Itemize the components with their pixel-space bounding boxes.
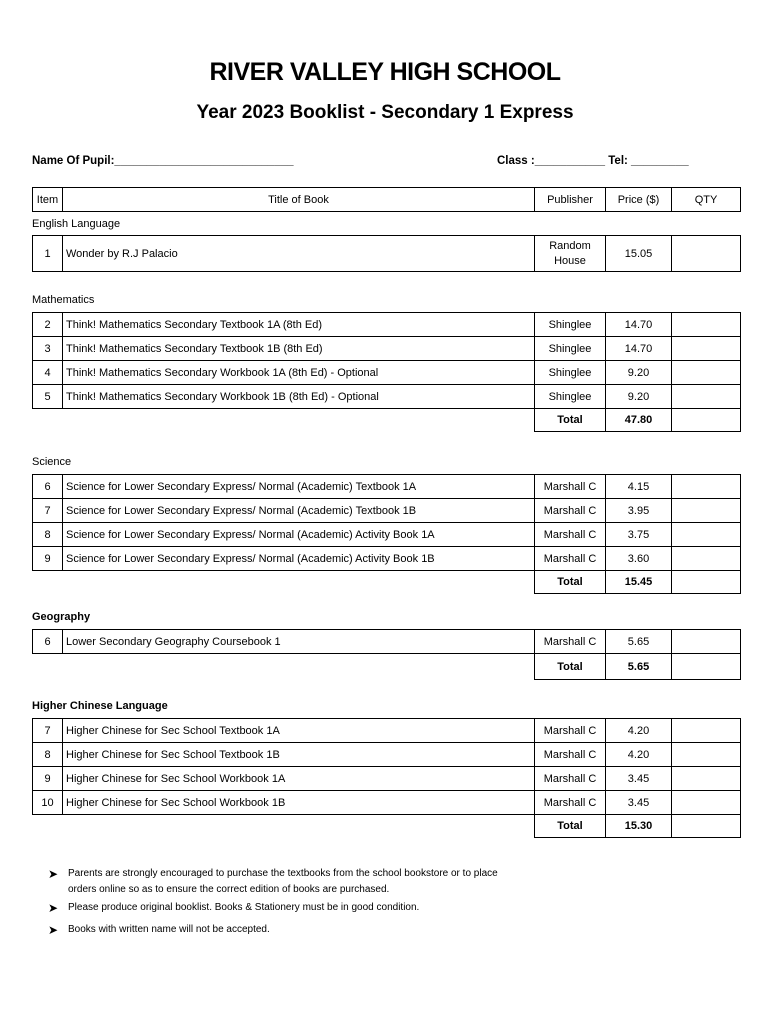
table-row	[33, 385, 741, 409]
table-row	[33, 499, 741, 523]
item-number: 9	[33, 767, 63, 791]
item-number: 5	[33, 385, 63, 409]
table-row	[33, 630, 741, 654]
price: 9.20	[606, 385, 672, 409]
qty-cell[interactable]	[672, 743, 741, 767]
table-row	[33, 523, 741, 547]
book-title: Science for Lower Secondary Express/ Normal (Academic) Activity Book 1A	[63, 523, 535, 547]
qty-cell[interactable]	[672, 630, 741, 654]
chinese-table	[32, 718, 741, 838]
col-title-header: Title of Book	[63, 188, 535, 212]
item-number: 6	[33, 630, 63, 654]
publisher: Marshall C	[535, 630, 606, 654]
math-table	[32, 312, 741, 432]
arrow-bullet-icon: ➤	[48, 923, 59, 937]
note-text: Please produce original booklist. Books & Stationery must be in good condition.	[68, 902, 420, 913]
book-title: Higher Chinese for Sec School Textbook 1B	[63, 743, 535, 767]
total-row	[33, 815, 741, 838]
book-title: Higher Chinese for Sec School Textbook 1A	[63, 719, 535, 743]
book-title: Think! Mathematics Secondary Textbook 1B (8th Ed)	[63, 337, 535, 361]
total-value: 47.80	[606, 409, 672, 432]
table-row	[33, 236, 741, 272]
qty-cell[interactable]	[672, 719, 741, 743]
total-label: Total	[535, 654, 606, 680]
table-row	[33, 719, 741, 743]
item-number: 3	[33, 337, 63, 361]
note-item	[48, 922, 528, 938]
total-value: 15.45	[606, 571, 672, 594]
col-item-header: Item	[33, 188, 63, 212]
publisher: Shinglee	[535, 361, 606, 385]
price: 4.15	[606, 475, 672, 499]
qty-cell[interactable]	[672, 475, 741, 499]
publisher: Shinglee	[535, 337, 606, 361]
book-title: Wonder by R.J Palacio	[63, 236, 535, 272]
qty-cell[interactable]	[672, 523, 741, 547]
qty-cell[interactable]	[672, 815, 741, 838]
table-row	[33, 547, 741, 571]
qty-cell[interactable]	[672, 313, 741, 337]
table-row	[33, 791, 741, 815]
publisher: Marshall C	[535, 719, 606, 743]
item-number: 8	[33, 523, 63, 547]
qty-cell[interactable]	[672, 547, 741, 571]
item-number: 1	[33, 236, 63, 272]
school-title: RIVER VALLEY HIGH SCHOOL	[209, 58, 561, 86]
total-value: 5.65	[606, 654, 672, 680]
note-item	[48, 866, 528, 898]
note-text: Books with written name will not be accepted.	[68, 924, 270, 935]
price: 3.45	[606, 791, 672, 815]
geography-table	[32, 629, 741, 680]
publisher: Shinglee	[535, 313, 606, 337]
price: 14.70	[606, 337, 672, 361]
table-row	[33, 337, 741, 361]
price: 3.95	[606, 499, 672, 523]
table-row	[33, 313, 741, 337]
note-text: Parents are strongly encouraged to purchase the textbooks from the school bookstore or to place orders online so as to ensure the correct edition of books are purchased.	[68, 868, 498, 895]
total-value: 15.30	[606, 815, 672, 838]
item-number: 7	[33, 499, 63, 523]
publisher: Marshall C	[535, 523, 606, 547]
publisher: Marshall C	[535, 547, 606, 571]
book-title: Lower Secondary Geography Coursebook 1	[63, 630, 535, 654]
section-chinese-heading: Higher Chinese Language	[32, 700, 168, 712]
price: 9.20	[606, 361, 672, 385]
table-row	[33, 767, 741, 791]
price: 14.70	[606, 313, 672, 337]
item-number: 9	[33, 547, 63, 571]
qty-cell[interactable]	[672, 236, 741, 272]
book-title: Higher Chinese for Sec School Workbook 1A	[63, 767, 535, 791]
total-label: Total	[535, 409, 606, 432]
qty-cell[interactable]	[672, 385, 741, 409]
book-title: Think! Mathematics Secondary Workbook 1A (8th Ed) - Optional	[63, 361, 535, 385]
publisher: Marshall C	[535, 767, 606, 791]
qty-cell[interactable]	[672, 791, 741, 815]
total-label: Total	[535, 571, 606, 594]
item-number: 10	[33, 791, 63, 815]
total-row	[33, 571, 741, 594]
price: 15.05	[606, 236, 672, 272]
qty-cell[interactable]	[672, 409, 741, 432]
book-title: Science for Lower Secondary Express/ Normal (Academic) Textbook 1B	[63, 499, 535, 523]
book-title: Think! Mathematics Secondary Workbook 1B (8th Ed) - Optional	[63, 385, 535, 409]
total-label: Total	[535, 815, 606, 838]
booklist-subtitle: Year 2023 Booklist - Secondary 1 Express	[196, 102, 574, 123]
item-number: 2	[33, 313, 63, 337]
item-number: 8	[33, 743, 63, 767]
qty-cell[interactable]	[672, 767, 741, 791]
class-tel-field: Class :___________ Tel: _________	[497, 155, 689, 167]
item-number: 7	[33, 719, 63, 743]
publisher: Marshall C	[535, 499, 606, 523]
qty-cell[interactable]	[672, 337, 741, 361]
col-publisher-header: Publisher	[535, 188, 606, 212]
section-science-heading: Science	[32, 456, 72, 468]
arrow-bullet-icon: ➤	[48, 901, 59, 915]
english-table	[32, 235, 741, 272]
table-row	[33, 743, 741, 767]
qty-cell[interactable]	[672, 571, 741, 594]
qty-cell[interactable]	[672, 654, 741, 680]
note-item	[48, 900, 528, 916]
publisher: Marshall C	[535, 475, 606, 499]
book-title: Science for Lower Secondary Express/ Normal (Academic) Activity Book 1B	[63, 547, 535, 571]
price: 3.75	[606, 523, 672, 547]
total-row	[33, 409, 741, 432]
price: 3.45	[606, 767, 672, 791]
book-title: Science for Lower Secondary Express/ Normal (Academic) Textbook 1A	[63, 475, 535, 499]
item-number: 4	[33, 361, 63, 385]
notes-list	[48, 866, 528, 940]
price: 4.20	[606, 719, 672, 743]
book-title: Higher Chinese for Sec School Workbook 1B	[63, 791, 535, 815]
table-row	[33, 475, 741, 499]
qty-cell[interactable]	[672, 499, 741, 523]
price: 3.60	[606, 547, 672, 571]
price: 4.20	[606, 743, 672, 767]
publisher: Random House	[535, 236, 606, 272]
arrow-bullet-icon: ➤	[48, 867, 59, 881]
publisher: Shinglee	[535, 385, 606, 409]
col-qty-header: QTY	[672, 188, 741, 212]
total-row	[33, 654, 741, 680]
item-number: 6	[33, 475, 63, 499]
science-table	[32, 474, 741, 594]
section-math-heading: Mathematics	[32, 294, 95, 306]
qty-cell[interactable]	[672, 361, 741, 385]
publisher: Marshall C	[535, 791, 606, 815]
section-english-heading: English Language	[32, 218, 121, 230]
column-header-table	[32, 187, 741, 212]
table-row	[33, 361, 741, 385]
col-price-header: Price ($)	[606, 188, 672, 212]
price: 5.65	[606, 630, 672, 654]
publisher: Marshall C	[535, 743, 606, 767]
book-title: Think! Mathematics Secondary Textbook 1A (8th Ed)	[63, 313, 535, 337]
section-geography-heading: Geography	[32, 611, 91, 623]
pupil-name-field: Name Of Pupil:____________________________	[32, 155, 294, 167]
